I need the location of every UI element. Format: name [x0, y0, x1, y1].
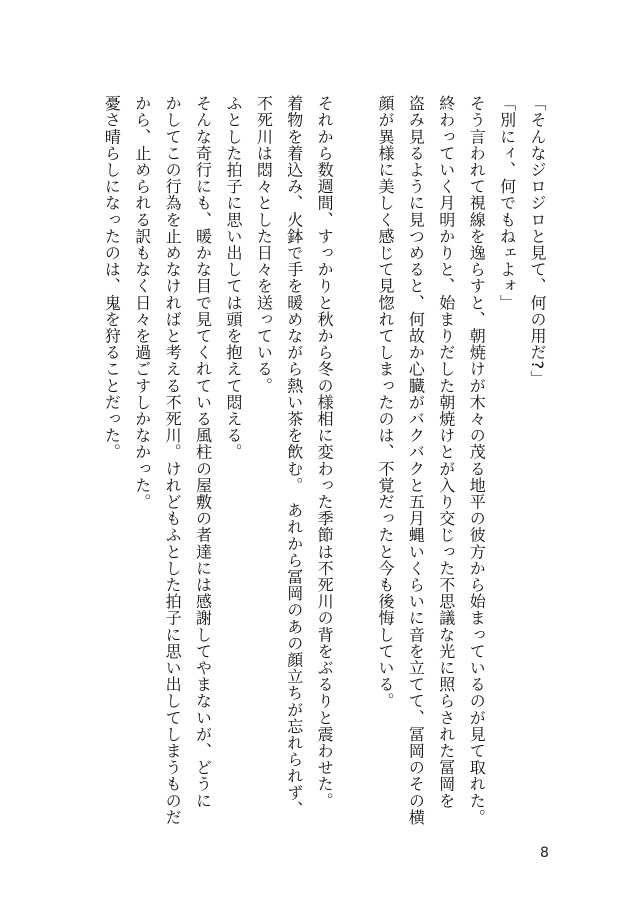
text-line: 終わっていく月明かりと、始まりだした朝焼けとが入り交じった不思議な光に照らされた冨岡を: [436, 95, 456, 809]
text-line: 「別にィ、何でもねェよォ」: [497, 95, 517, 311]
text-line: 着物を着込み、火鉢で手を暖めながら熱い茶を飲む。 あれから冨岡のあの顔立ちが忘れられず、: [284, 95, 304, 818]
text-line: から、止められる訳もなく日々を過ごすしかなかった。: [132, 95, 152, 510]
text-line: そう言われて視線を逸らすと、朝焼けが木々の茂る地平の彼方から始まっているのが見て取れた。: [467, 95, 487, 826]
text-line: 顔が異様に美しく感じて見惚れてしまったのは、不覚だったと今も後悔している。: [375, 95, 395, 710]
text-line: 憂さ晴らしになったのは、鬼を狩ることだった。: [102, 95, 122, 461]
text-line: それから数週間、すっかりと秋から冬の様相に変わった季節は不死川の背をぶるりと震わせた。: [315, 95, 335, 809]
paragraph-gap: [339, 95, 369, 835]
text-line: 盗み見るように見つめると、何故か心臓がバクバクと五月蝿いくらいに音を立てて、冨岡のその横: [406, 95, 426, 826]
text-line: 不死川は悶々とした日々を送っている。: [254, 95, 274, 394]
text-line: かしてこの行為を止めなければと考える不死川。けれどもふとした拍子に思い出してしまうものだ: [163, 95, 183, 826]
page-number: 8: [540, 845, 549, 861]
text-line: ふとした拍子に思い出しては頭を抱えて悶える。: [223, 95, 243, 461]
text-line: 「そんなジロジロと見て、何の用だ?」: [528, 95, 547, 387]
vertical-text-block: [96, 95, 552, 835]
text-line: そんな奇行にも、暖かな目で見てくれている風柱の屋敷の者達には感謝してやまないが、どうに: [193, 95, 213, 809]
